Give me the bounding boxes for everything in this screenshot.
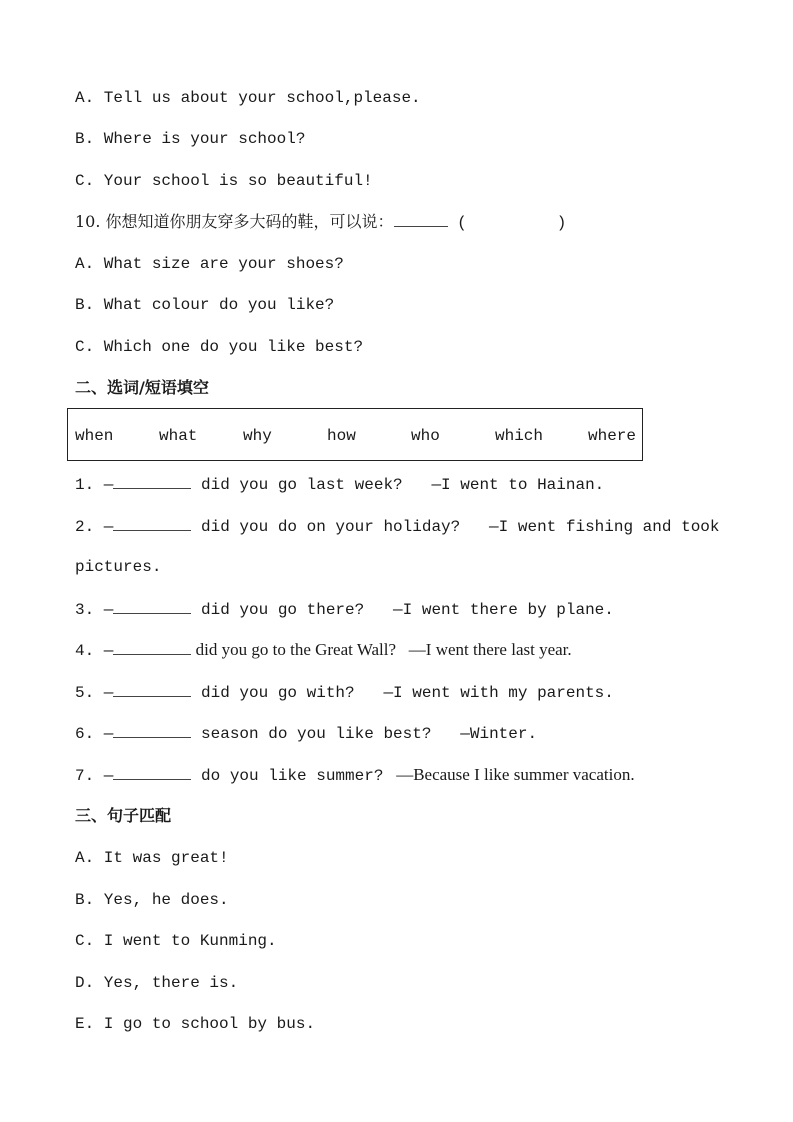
answer-blank[interactable] xyxy=(113,765,191,780)
q9-option-a: A. Tell us about your school,please. xyxy=(75,89,421,107)
answer-blank[interactable] xyxy=(113,723,191,738)
answer-blank[interactable] xyxy=(113,516,191,531)
item-question: did you go to the Great Wall? xyxy=(191,640,397,659)
item-number: 1. — xyxy=(75,476,114,494)
item-number: 7. — xyxy=(75,767,114,785)
q10-paren-open: ( xyxy=(457,214,467,232)
section2-heading: 二、选词/短语填空 xyxy=(75,378,209,397)
q10-prompt: 10. 你想知道你朋友穿多大码的鞋，可以说： xyxy=(75,212,394,231)
item-answer: —I went to Hainan. xyxy=(402,476,605,494)
item-number: 2. — xyxy=(75,518,114,536)
item-answer: —I went there last year. xyxy=(396,640,572,659)
match-option-e: E. I go to school by bus. xyxy=(75,1015,316,1033)
word-bank-word: which xyxy=(495,427,544,445)
q10-question xyxy=(75,212,566,233)
answer-blank[interactable] xyxy=(113,640,191,655)
word-bank-word: what xyxy=(159,427,198,445)
item-number: 6. — xyxy=(75,725,114,743)
fill-item-7 xyxy=(75,765,635,786)
item-answer: —I went fishing and took xyxy=(460,518,720,536)
word-bank-box xyxy=(67,408,643,461)
fill-item-3 xyxy=(75,599,614,620)
item-answer: —Winter. xyxy=(431,725,538,743)
match-option-d: D. Yes, there is. xyxy=(75,974,239,992)
match-option-a: A. It was great! xyxy=(75,849,229,867)
fill-item-6 xyxy=(75,723,537,744)
answer-blank[interactable] xyxy=(113,682,191,697)
word-bank-word: where xyxy=(588,427,637,445)
answer-blank[interactable] xyxy=(113,599,191,614)
q10-option-b: B. What colour do you like? xyxy=(75,296,335,314)
item-number: 5. — xyxy=(75,684,114,702)
q10-paren-close: ) xyxy=(556,214,567,232)
q10-option-a: A. What size are your shoes? xyxy=(75,255,344,273)
match-option-b: B. Yes, he does. xyxy=(75,891,229,909)
section3-heading: 三、句子匹配 xyxy=(75,806,172,825)
item-question: did you go there? xyxy=(191,601,365,619)
item-number: 3. — xyxy=(75,601,114,619)
q9-option-c: C. Your school is so beautiful! xyxy=(75,172,373,190)
word-bank-word: who xyxy=(411,427,440,445)
fill-item-4 xyxy=(75,640,572,661)
fill-item-1 xyxy=(75,474,604,495)
item-answer: —I went with my parents. xyxy=(354,684,614,702)
answer-blank[interactable] xyxy=(113,474,191,489)
fill-item-5 xyxy=(75,682,614,703)
match-option-c: C. I went to Kunming. xyxy=(75,932,277,950)
word-bank-word: when xyxy=(75,427,114,445)
item-question: season do you like best? xyxy=(191,725,432,743)
q9-option-b: B. Where is your school? xyxy=(75,130,306,148)
word-bank-word: why xyxy=(243,427,272,445)
item-question: did you do on your holiday? xyxy=(191,518,461,536)
item-number: 4. — xyxy=(75,642,114,660)
item-question: did you go last week? xyxy=(191,476,403,494)
fill-item-2-continued: pictures. xyxy=(75,558,162,576)
item-answer: —Because I like summer vacation. xyxy=(383,765,635,784)
item-question: do you like summer? xyxy=(191,767,384,785)
fill-item-2 xyxy=(75,516,720,537)
word-bank-word: how xyxy=(327,427,356,445)
item-question: did you go with? xyxy=(191,684,355,702)
item-answer: —I went there by plane. xyxy=(364,601,614,619)
q10-answer-blank[interactable] xyxy=(394,212,448,227)
q10-option-c: C. Which one do you like best? xyxy=(75,338,364,356)
